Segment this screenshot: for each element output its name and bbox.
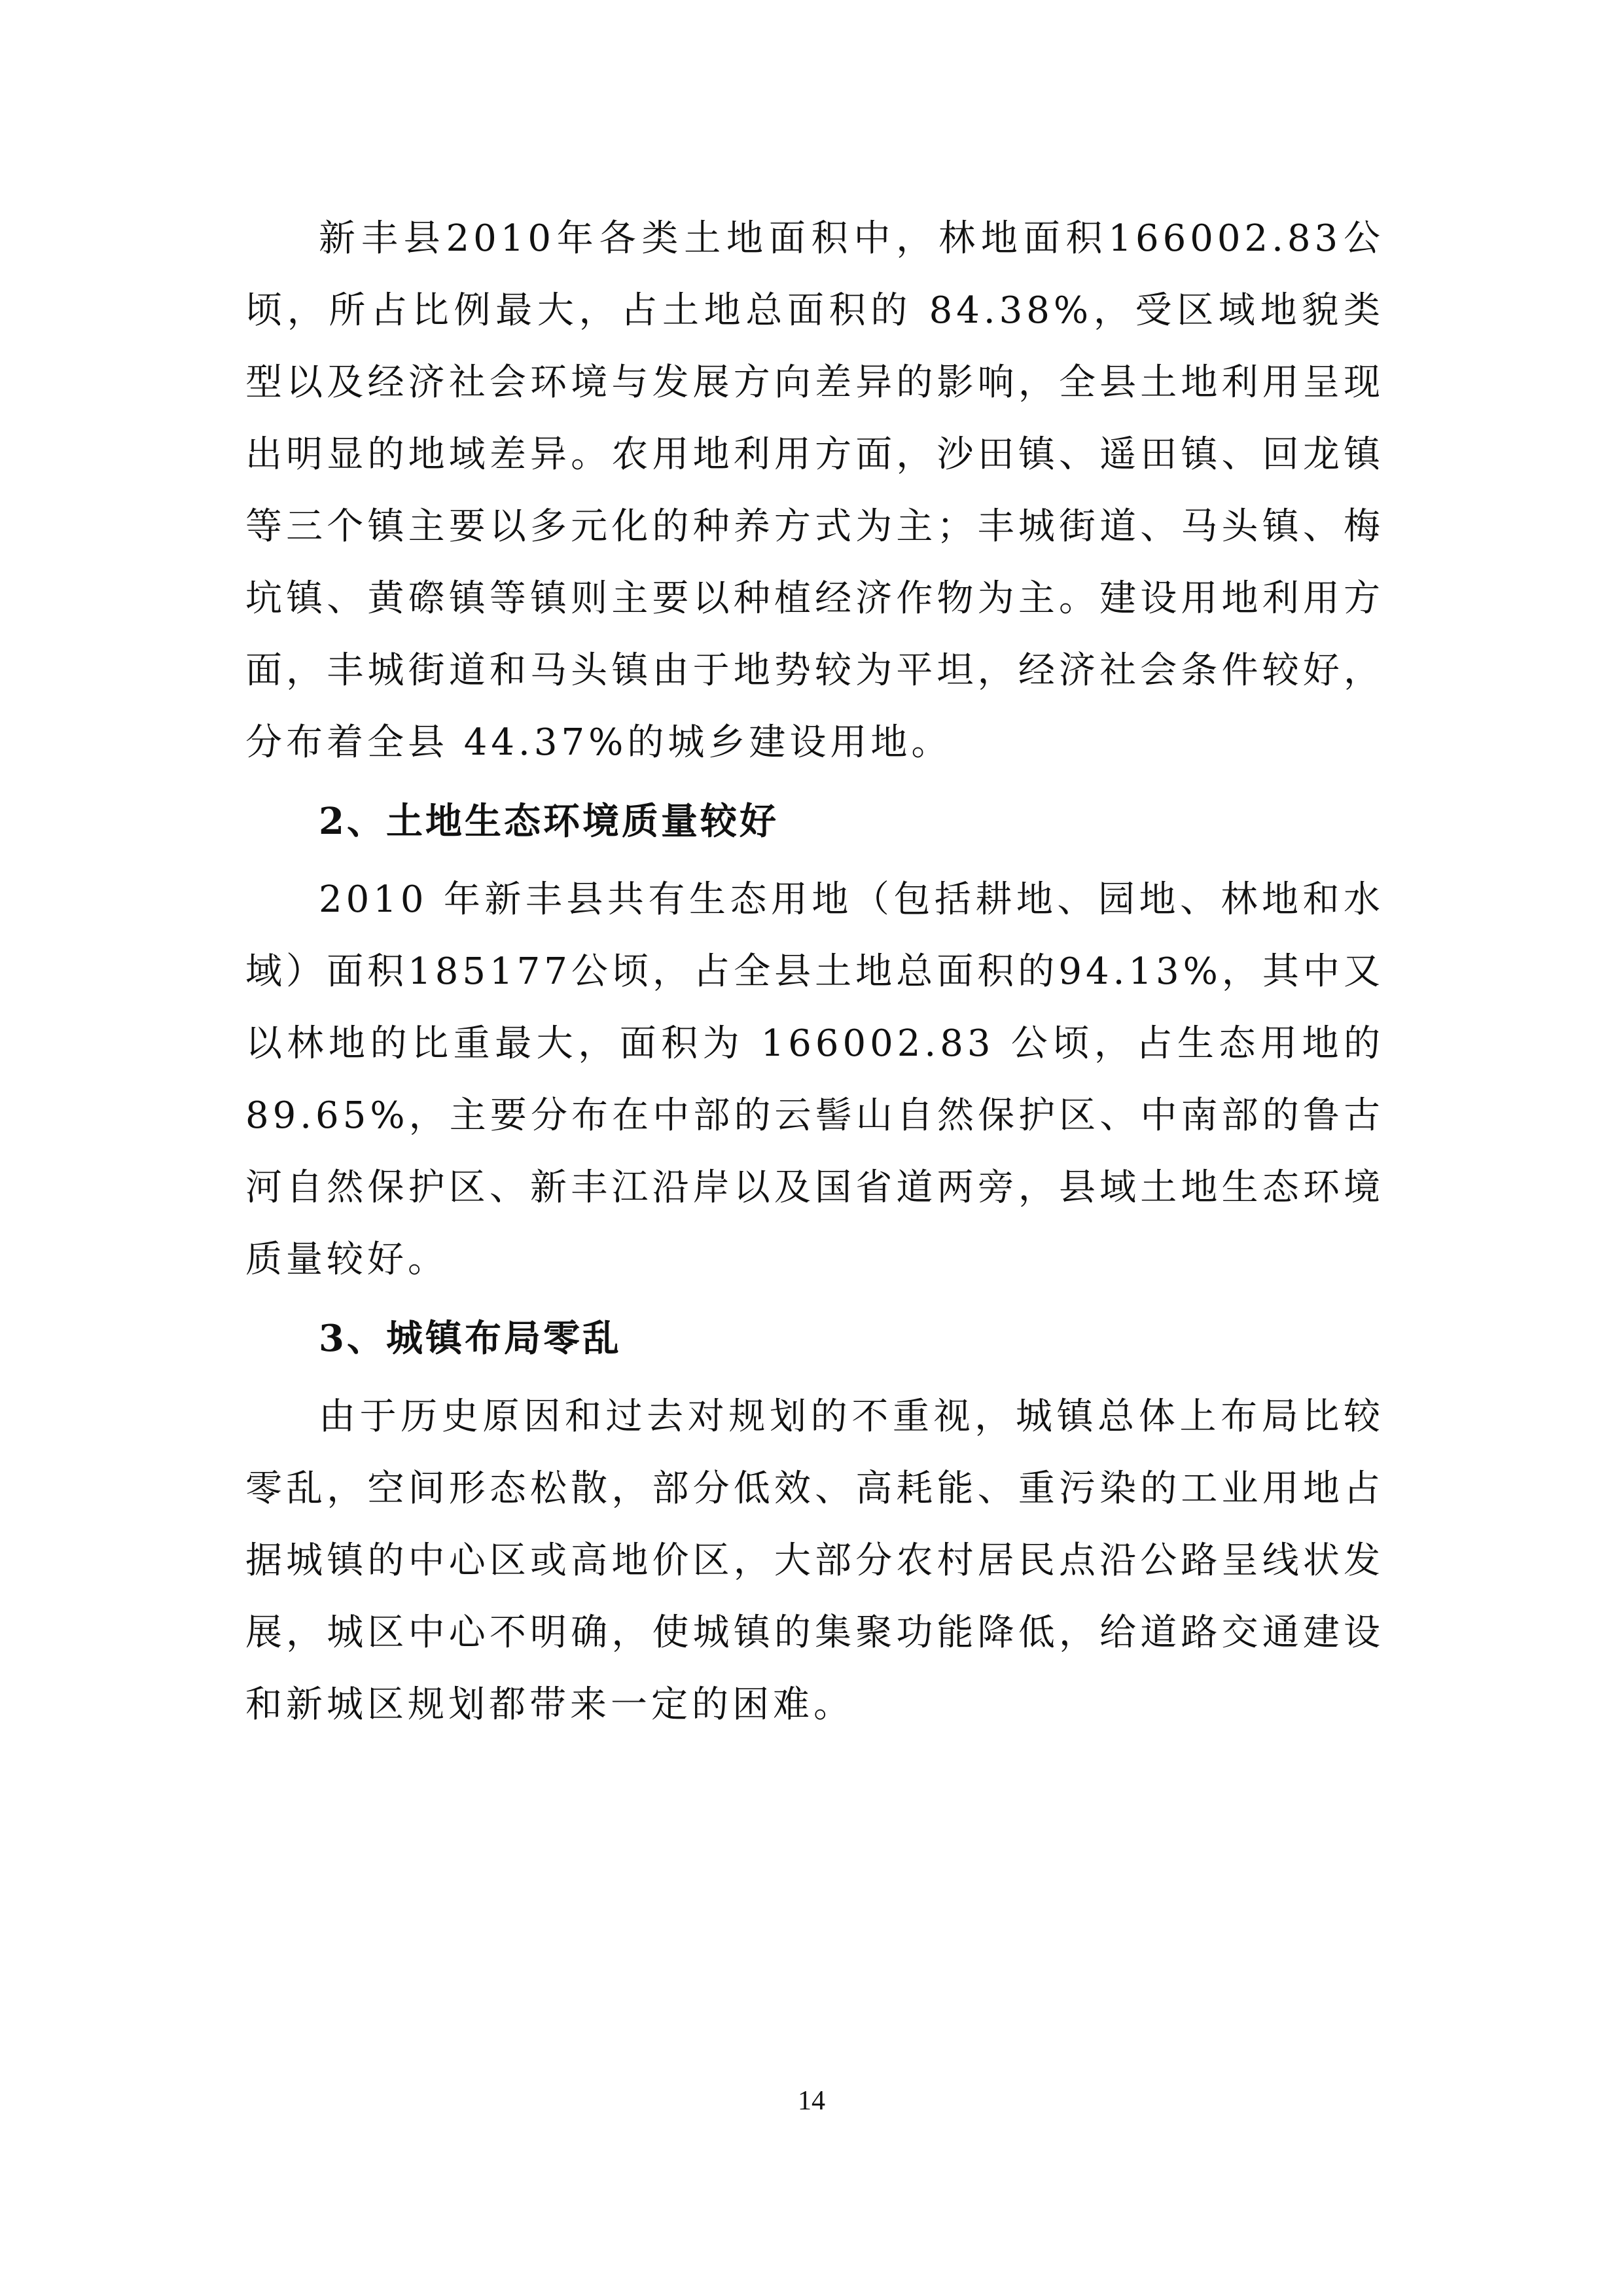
paragraph-town-layout: 由于历史原因和过去对规划的不重视，城镇总体上布局比较零乱，空间形态松散，部分低效、高耗能、重污染的工业用地占据城镇的中心区或高地价区，大部分农村居民点沿公路呈线状发展，城区中心不明确，使城镇的集聚功能降低，给道路交通建设和新城区规划都带来一定的困难。: [245, 1395, 1384, 1726]
paragraph-ecology: 2010 年新丰县共有生态用地（包括耕地、园地、林地和水域）面积185177公顷，占全县土地总面积的94.13%，其中又以林地的比重最大，面积为 166002.83 公顷，占生态用地的 89.65%，主要分布在中部的云髻山自然保护区、中南部的鲁古河自然保护区、新丰江沿岸以及国省道两旁，县域土地生态环境质量较好。: [245, 878, 1384, 1281]
document-body: [245, 203, 1384, 1741]
paragraph-land-use: 新丰县2010年各类土地面积中，林地面积166002.83公顷，所占比例最大，占土地总面积的 84.38%，受区域地貌类型以及经济社会环境与发展方向差异的影响，全县土地利用呈现出明显的地域差异。农用地利用方面，沙田镇、遥田镇、回龙镇等三个镇主要以多元化的种养方式为主；丰城街道、马头镇、梅坑镇、黄磜镇等镇则主要以种植经济作物为主。建设用地利用方面，丰城街道和马头镇由于地势较为平坦，经济社会条件较好，分布着全县 44.37%的城乡建设用地。: [245, 217, 1384, 764]
section-heading-town-layout: 3、城镇布局零乱: [319, 1317, 622, 1360]
page-number: 14: [798, 2086, 825, 2116]
section-heading-ecology: 2、土地生态环境质量较好: [319, 800, 779, 843]
